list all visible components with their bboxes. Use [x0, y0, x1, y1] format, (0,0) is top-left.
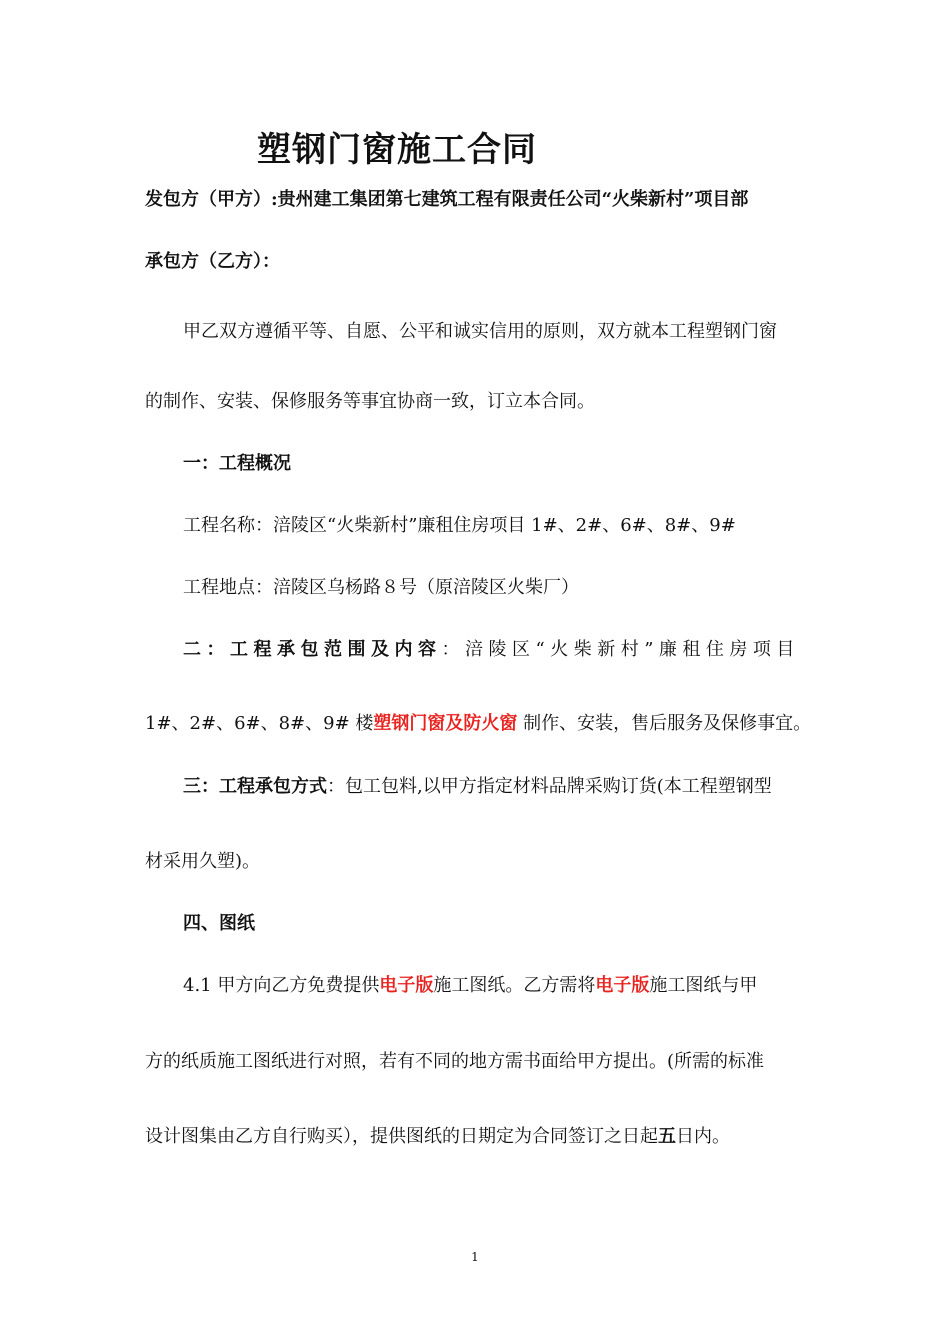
- project-location-line: 工程地点：涪陵区乌杨路８号（原涪陵区火柴厂）: [183, 577, 579, 598]
- section-3-line-1: [183, 775, 772, 799]
- electronic-version-highlight-2: 电子版: [595, 975, 650, 996]
- document-title: 塑钢门窗施工合同: [257, 130, 537, 170]
- section-2-line-1: [183, 638, 800, 662]
- section-4-text-c: 施工图纸与甲: [649, 975, 758, 996]
- section-4-para-line-3: [145, 1125, 730, 1149]
- section-4-para-line-2: 方的纸质施工图纸进行对照，若有不同的地方需书面给甲方提出。(所需的标准: [145, 1051, 765, 1072]
- section-2-scope-text: 制作、安装，售后服务及保修事宜。: [517, 713, 812, 734]
- section-4-para-line-1: [183, 974, 757, 998]
- project-name-line: 工程名称：涪陵区“火柴新村”廉租住房项目 1#、2#、6#、8#、9#: [183, 515, 736, 536]
- section-3-line-2: 材采用久塑)。: [145, 851, 261, 872]
- section-4-text-d: 设计图集由乙方自行购买），提供图纸的日期定为合同签订之日起: [145, 1126, 658, 1147]
- electronic-version-highlight-1: 电子版: [379, 975, 434, 996]
- page-number: 1: [471, 1250, 479, 1264]
- section-2-line-1-text: ：涪陵区“火柴新村”廉租住房项目: [441, 639, 800, 660]
- five-days-bold: 五: [658, 1126, 676, 1147]
- section-1-heading: 一：工程概况: [183, 453, 291, 474]
- section-2-line-2: [145, 712, 811, 736]
- scope-highlight: 塑钢门窗及防火窗: [373, 713, 518, 734]
- intro-line-1: 甲乙双方遵循平等、自愿、公平和诚实信用的原则，双方就本工程塑钢门窗: [183, 321, 777, 342]
- section-3-line-1-text: ：包工包料,以甲方指定材料品牌采购订货(本工程塑钢型: [327, 776, 772, 797]
- section-2-buildings: 1#、2#、6#、8#、9# 楼: [145, 713, 374, 734]
- section-4-heading: 四、图纸: [183, 913, 255, 934]
- section-3-heading: 三：工程承包方式: [183, 776, 327, 797]
- party-b-line: 承包方（乙方）：: [145, 251, 280, 272]
- intro-line-2: 的制作、安装、保修服务等事宜协商一致，订立本合同。: [145, 391, 595, 412]
- section-4-text-b: 施工图纸。乙方需将: [433, 975, 596, 996]
- section-2-heading: 二：工程承包范围及内容: [183, 639, 442, 660]
- party-a-line: 发包方（甲方）:贵州建工集团第七建筑工程有限责任公司“火柴新村”项目部: [145, 189, 749, 210]
- section-4-text-a: 4.1 甲方向乙方免费提供: [183, 975, 380, 996]
- section-4-text-e: 日内。: [676, 1126, 730, 1147]
